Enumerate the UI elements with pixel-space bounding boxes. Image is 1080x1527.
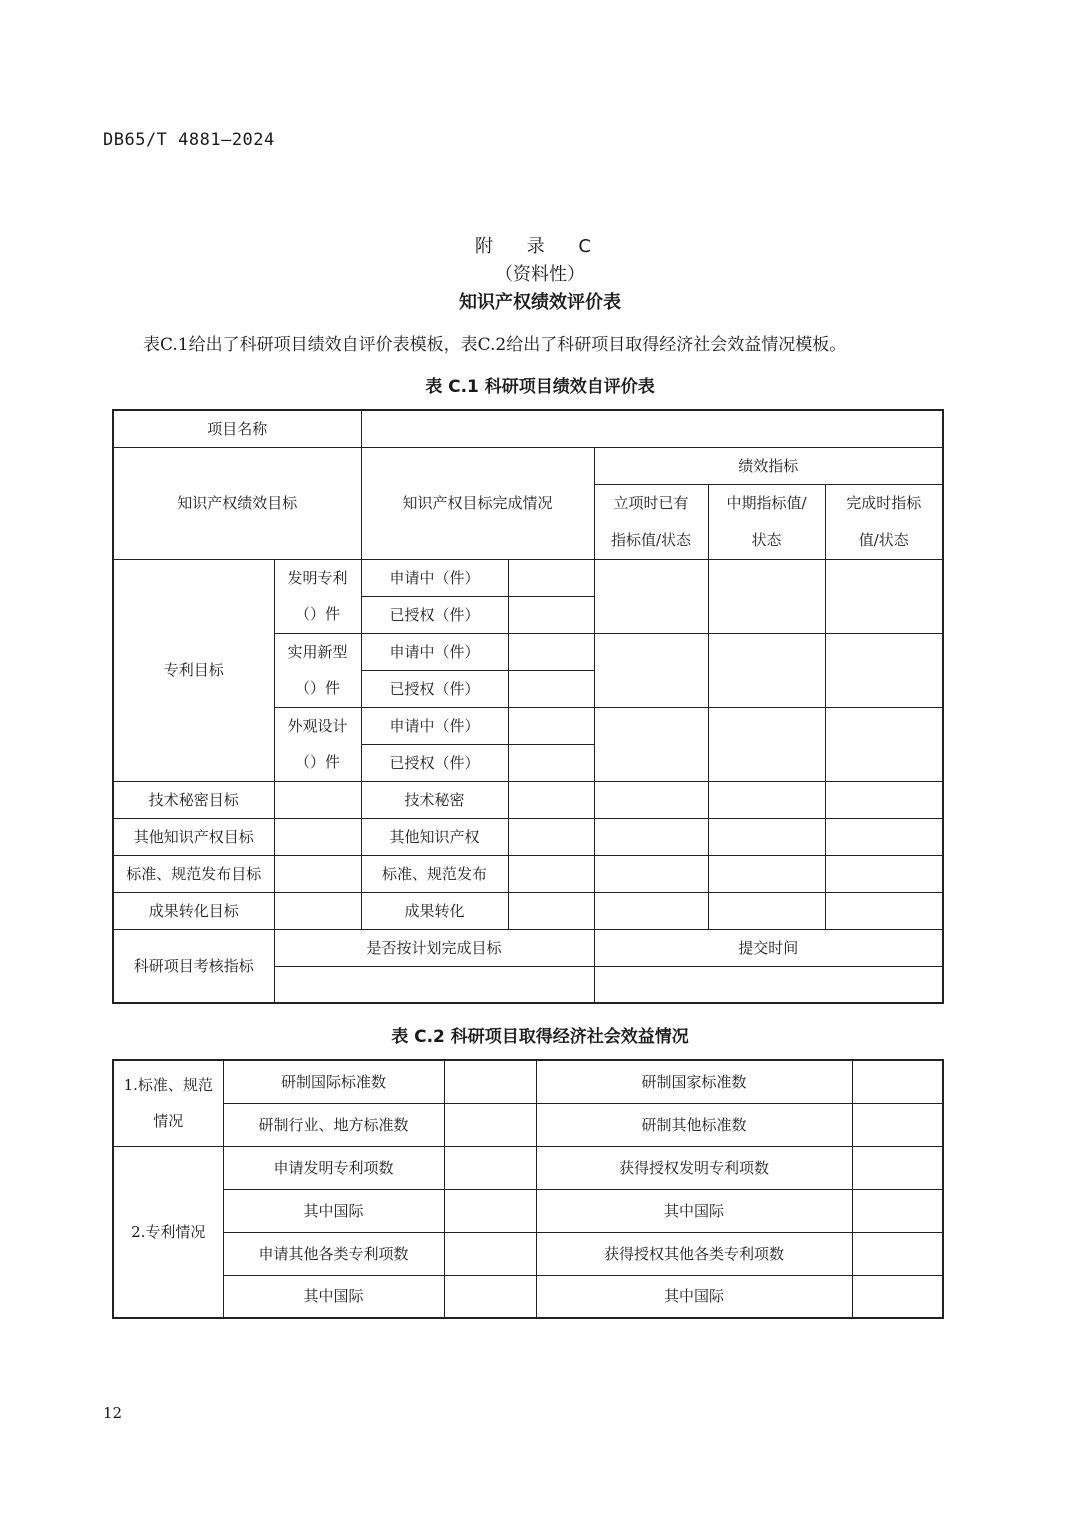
item-label: 研制国际标准数 [223, 1060, 444, 1103]
value-cell [708, 559, 825, 633]
patent-type-name: 实用新型 [274, 633, 361, 670]
value-cell [852, 1146, 943, 1189]
item-label: 其他知识产权 [361, 818, 508, 855]
value-cell [508, 596, 594, 633]
granted-label: 已授权（件） [361, 744, 508, 781]
submit-time-header: 提交时间 [594, 929, 943, 966]
appendix-name: 知识产权绩效评价表 [459, 292, 621, 313]
goal-label: 其他知识产权目标 [113, 818, 274, 855]
value-cell [508, 670, 594, 707]
goal-label: 成果转化目标 [113, 892, 274, 929]
value-cell [444, 1275, 536, 1318]
item-label: 研制其他标准数 [536, 1103, 852, 1146]
value-cell [508, 781, 594, 818]
value-cell [444, 1189, 536, 1232]
ip-completion-header: 知识产权目标完成情况 [361, 447, 594, 559]
completion-value-header: 完成时指标 值/状态 [825, 484, 943, 559]
value-cell [594, 781, 708, 818]
perf-indicator-header: 绩效指标 [594, 447, 943, 484]
value-cell [274, 855, 361, 892]
value-cell [852, 1232, 943, 1275]
value-cell [444, 1103, 536, 1146]
patent-type-count: （）件 [274, 596, 361, 633]
value-cell [594, 892, 708, 929]
value-cell [825, 818, 943, 855]
intro-paragraph: 表C.1给出了科研项目绩效自评价表模板，表C.2给出了科研项目取得经济社会效益情况模板。 [143, 335, 847, 355]
value-cell [708, 892, 825, 929]
item-label: 获得授权其他各类专利项数 [536, 1232, 852, 1275]
value-cell [274, 892, 361, 929]
patent-type-name: 发明专利 [274, 559, 361, 596]
standard-code: DB65/T 4881—2024 [103, 130, 275, 150]
item-label: 其中国际 [223, 1189, 444, 1232]
value-cell [825, 781, 943, 818]
item-label: 申请发明专利项数 [223, 1146, 444, 1189]
value-cell [594, 707, 708, 781]
midterm-value-header: 中期指标值/ 状态 [708, 484, 825, 559]
value-cell [444, 1146, 536, 1189]
value-cell [852, 1275, 943, 1318]
table1-caption: 表 C.1 科研项目绩效自评价表 [425, 377, 655, 397]
granted-label: 已授权（件） [361, 596, 508, 633]
item-label: 成果转化 [361, 892, 508, 929]
value-cell [508, 892, 594, 929]
assessment-label: 科研项目考核指标 [113, 929, 274, 1003]
pending-label: 申请中（件） [361, 633, 508, 670]
value-cell [708, 818, 825, 855]
value-cell [594, 855, 708, 892]
value-cell [708, 855, 825, 892]
value-cell [508, 744, 594, 781]
item-label: 研制国家标准数 [536, 1060, 852, 1103]
item-label: 标准、规范发布 [361, 855, 508, 892]
project-name-value [361, 410, 943, 447]
value-cell [508, 855, 594, 892]
appendix-nature: （资料性） [495, 264, 585, 285]
value-cell [594, 633, 708, 707]
submit-time-value [594, 966, 943, 1003]
value-cell [708, 707, 825, 781]
economic-social-benefits-table [112, 1059, 944, 1319]
granted-label: 已授权（件） [361, 670, 508, 707]
value-cell [594, 818, 708, 855]
value-cell [852, 1060, 943, 1103]
value-cell [508, 707, 594, 744]
item-label: 研制行业、地方标准数 [223, 1103, 444, 1146]
standards-section-label: 1.标准、规范 情况 [113, 1060, 223, 1146]
item-label: 获得授权发明专利项数 [536, 1146, 852, 1189]
item-label: 技术秘密 [361, 781, 508, 818]
item-label: 申请其他各类专利项数 [223, 1232, 444, 1275]
value-cell [594, 559, 708, 633]
value-cell [508, 633, 594, 670]
value-cell [444, 1060, 536, 1103]
value-cell [508, 818, 594, 855]
project-name-label: 项目名称 [113, 410, 361, 447]
patent-type-count: （）件 [274, 670, 361, 707]
performance-self-evaluation-table [112, 409, 944, 1004]
item-label: 其中国际 [223, 1275, 444, 1318]
value-cell [444, 1232, 536, 1275]
value-cell [825, 707, 943, 781]
value-cell [825, 855, 943, 892]
patent-section-label: 2.专利情况 [113, 1146, 223, 1318]
patent-type-name: 外观设计 [274, 707, 361, 744]
value-cell [852, 1189, 943, 1232]
pending-label: 申请中（件） [361, 707, 508, 744]
patent-type-count: （）件 [274, 744, 361, 781]
item-label: 其中国际 [536, 1275, 852, 1318]
value-cell [852, 1103, 943, 1146]
patent-goal-label: 专利目标 [113, 559, 274, 781]
value-cell [825, 633, 943, 707]
pending-label: 申请中（件） [361, 559, 508, 596]
initial-value-header: 立项时已有 指标值/状态 [594, 484, 708, 559]
value-cell [708, 633, 825, 707]
goal-label: 标准、规范发布目标 [113, 855, 274, 892]
value-cell [708, 781, 825, 818]
plan-completed-value [274, 966, 594, 1003]
value-cell [274, 781, 361, 818]
goal-label: 技术秘密目标 [113, 781, 274, 818]
value-cell [274, 818, 361, 855]
plan-completed-header: 是否按计划完成目标 [274, 929, 594, 966]
value-cell [825, 892, 943, 929]
item-label: 其中国际 [536, 1189, 852, 1232]
appendix-title: 附 录 C [474, 236, 605, 257]
page-number: 12 [103, 1404, 123, 1422]
value-cell [825, 559, 943, 633]
ip-goal-header: 知识产权绩效目标 [113, 447, 361, 559]
value-cell [508, 559, 594, 596]
table2-caption: 表 C.2 科研项目取得经济社会效益情况 [391, 1027, 689, 1047]
